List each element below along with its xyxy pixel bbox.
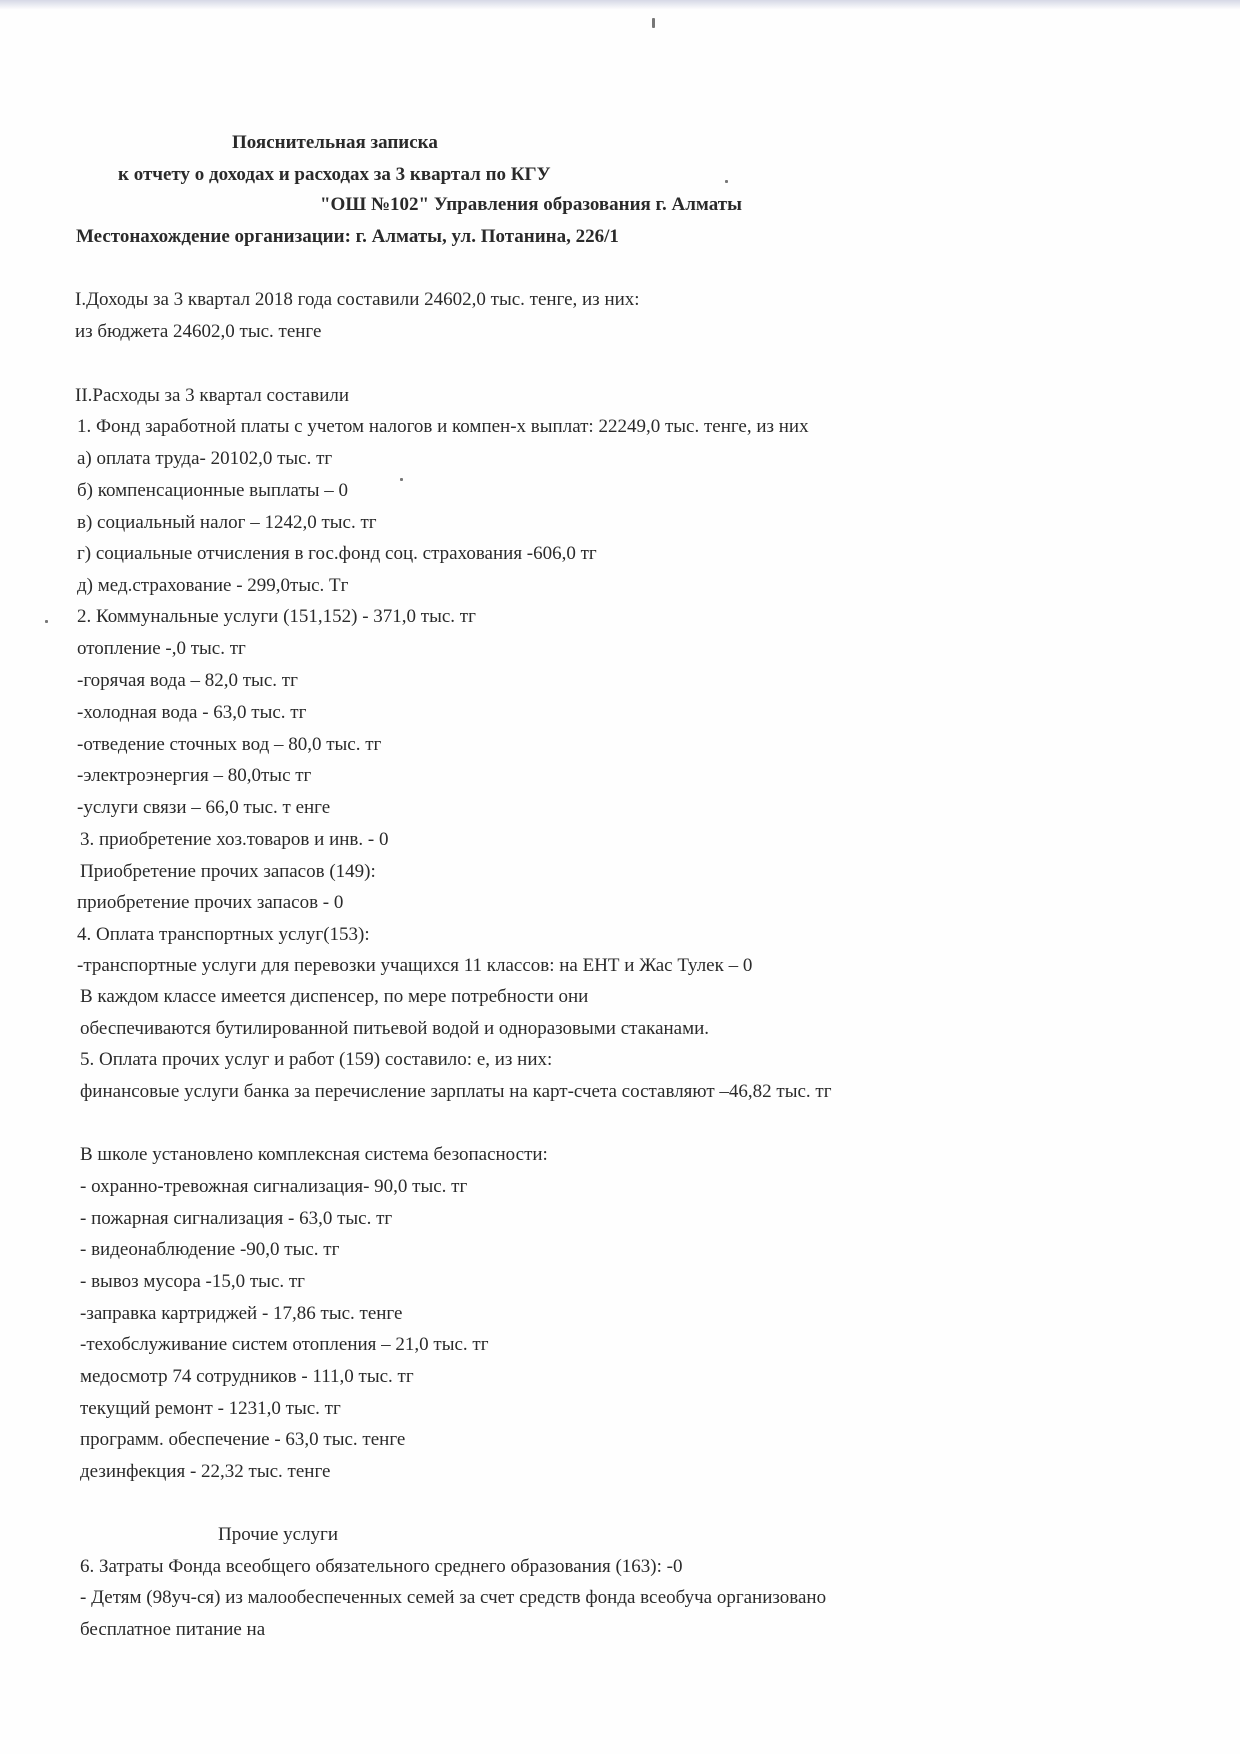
scan-speck <box>400 478 403 481</box>
expense-line: б) компенсационные выплаты – 0 <box>77 480 349 501</box>
expense-line: а) оплата труда- 20102,0 тыс. тг <box>77 448 333 469</box>
expense-line: финансовые услуги банка за перечисление зарплаты на карт-счета составляют –46,82 тыс. тг <box>80 1081 832 1102</box>
expense-line: г) социальные отчисления в гос.фонд соц. страхования -606,0 тг <box>77 543 597 564</box>
security-line: медосмотр 74 сотрудников - 111,0 тыс. тг <box>80 1366 414 1387</box>
other-line: 6. Затраты Фонда всеобщего обязательного среднего образования (163): -0 <box>80 1556 683 1577</box>
other-line: бесплатное питание на <box>80 1619 266 1640</box>
expense-line: 5. Оплата прочих услуг и работ (159) составило: е, из них: <box>80 1049 553 1070</box>
scan-speck <box>725 180 728 183</box>
expense-line: 3. приобретение хоз.товаров и инв. - 0 <box>80 829 389 850</box>
expense-line: 2. Коммунальные услуги (151,152) - 371,0 тыс. тг <box>77 606 476 627</box>
other-line: - Детям (98уч-ся) из малообеспеченных семей за счет средств фонда всеобуча организовано <box>80 1587 827 1608</box>
expense-line: в) социальный налог – 1242,0 тыс. тг <box>77 512 377 533</box>
expense-line: Приобретение прочих запасов (149): <box>80 861 376 882</box>
expense-line: -холодная вода - 63,0 тыс. тг <box>77 702 307 723</box>
scan-speck <box>652 18 655 28</box>
security-line: - вывоз мусора -15,0 тыс. тг <box>80 1271 305 1292</box>
security-line: -техобслуживание систем отопления – 21,0 тыс. тг <box>80 1334 489 1355</box>
security-line: программ. обеспечение - 63,0 тыс. тенге <box>80 1429 406 1450</box>
security-line: текущий ремонт - 1231,0 тыс. тг <box>80 1398 341 1419</box>
expense-line: отопление -,0 тыс. тг <box>77 638 246 659</box>
expense-line: д) мед.страхование - 299,0тыс. Тг <box>77 575 349 596</box>
document-subtitle: к отчету о доходах и расходах за 3 квартал по КГУ <box>118 164 551 185</box>
security-line: - видеонаблюдение -90,0 тыс. тг <box>80 1239 340 1260</box>
income-line: из бюджета 24602,0 тыс. тенге <box>75 321 322 342</box>
expense-line: -отведение сточных вод – 80,0 тыс. тг <box>77 734 382 755</box>
security-line: -заправка картриджей - 17,86 тыс. тенге <box>80 1303 403 1324</box>
security-line: - пожарная сигнализация - 63,0 тыс. тг <box>80 1208 393 1229</box>
expense-line: 1. Фонд заработной платы с учетом налогов и компен-х выплат: 22249,0 тыс. тенге, из них <box>77 416 809 437</box>
scan-speck <box>45 620 48 623</box>
income-line: I.Доходы за 3 квартал 2018 года составили 24602,0 тыс. тенге, из них: <box>75 289 640 310</box>
security-line: - охранно-тревожная сигнализация- 90,0 тыс. тг <box>80 1176 468 1197</box>
expense-line: обеспечиваются бутилированной питьевой водой и одноразовыми стаканами. <box>80 1018 710 1039</box>
expense-line: -транспортные услуги для перевозки учащихся 11 классов: на ЕНТ и Жас Тулек – 0 <box>77 955 753 976</box>
scan-top-edge <box>0 0 1240 10</box>
expense-line: -услуги связи – 66,0 тыс. т енге <box>77 797 331 818</box>
expense-line: II.Расходы за 3 квартал составили <box>75 385 350 406</box>
other-services-heading: Прочие услуги <box>218 1524 339 1545</box>
expense-line: приобретение прочих запасов - 0 <box>77 892 344 913</box>
expense-line: В каждом классе имеется диспенсер, по мере потребности они <box>80 986 589 1007</box>
security-line: В школе установлено комплексная система безопасности: <box>80 1144 548 1165</box>
organization-name: "ОШ №102" Управления образования г. Алматы <box>320 194 742 215</box>
expense-line: 4. Оплата транспортных услуг(153): <box>77 924 370 945</box>
expense-line: -горячая вода – 82,0 тыс. тг <box>77 670 298 691</box>
security-line: дезинфекция - 22,32 тыс. тенге <box>80 1461 331 1482</box>
organization-location: Местонахождение организации: г. Алматы, ул. Потанина, 226/1 <box>76 226 619 247</box>
expense-line: -электроэнергия – 80,0тыс тг <box>77 765 312 786</box>
document-title: Пояснительная записка <box>232 132 438 153</box>
